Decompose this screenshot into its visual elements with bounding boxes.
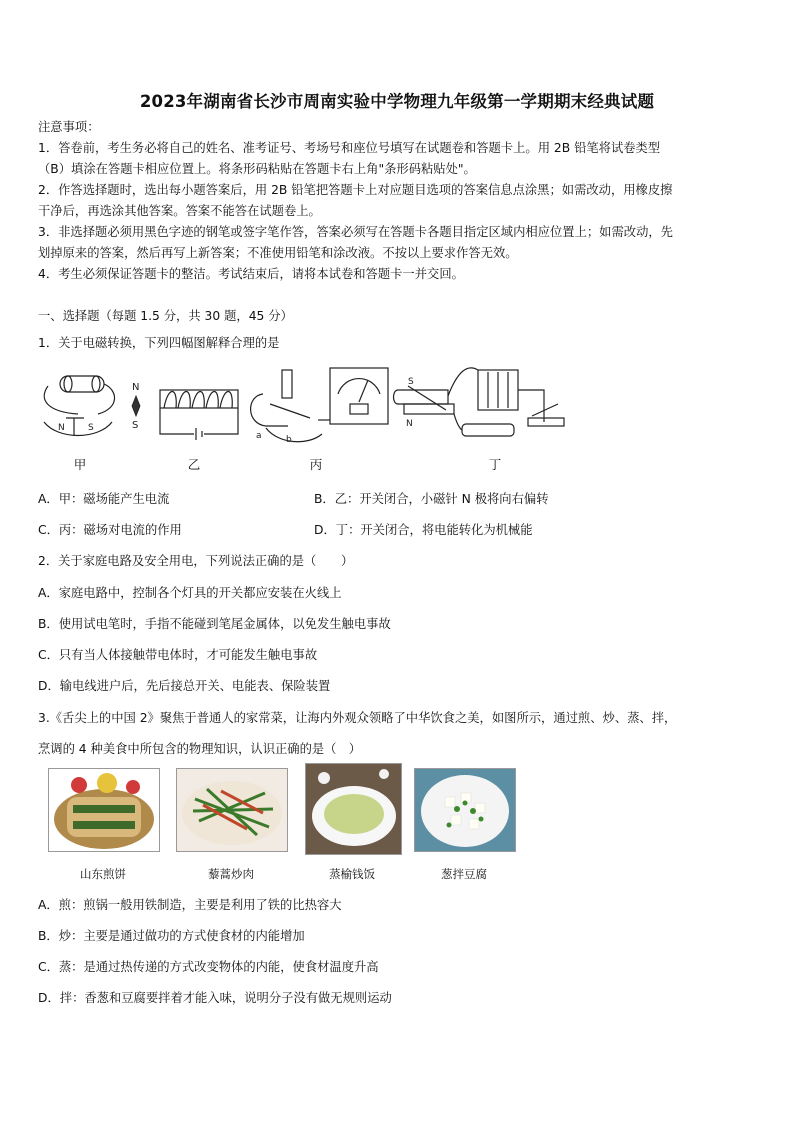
q2-option-d: D．输电线进户后，先后接总开关、电能表、保险装置 [38, 679, 331, 693]
figure-mark: N [58, 423, 65, 433]
q1-option-c: C．丙：磁场对电流的作用 [38, 523, 182, 537]
notice-line: 4．考生必须保证答题卡的整洁。考试结束后，请将本试卷和答题卡一并交回。 [38, 267, 464, 281]
figure-mark: b [286, 435, 292, 445]
notice-line: 干净后，再选涂其他答案。答案不能答在试题卷上。 [38, 204, 321, 218]
figure-label-bing: 丙 [309, 457, 323, 472]
q2-option-c: C．只有当人体接触带电体时，才可能发生触电事故 [38, 648, 318, 662]
question-2-stem: 2．关于家庭电路及安全用电，下列说法正确的是（ ） [38, 554, 354, 568]
figure-jia-generator [44, 376, 115, 436]
figure-mark: a [256, 431, 262, 441]
food-caption: 藜蒿炒肉 [208, 867, 254, 881]
figure-mark: S [132, 420, 139, 431]
food-photo-steamed-rice [305, 763, 402, 855]
figure-yi-solenoid [160, 390, 238, 440]
notice-line: 2．作答选择题时，选出每小题答案后，用 2B 铅笔把答题卡上对应题目选项的答案信息点涂黑；如需改动，用橡皮擦 [38, 183, 673, 197]
food-photo-tofu [414, 768, 516, 852]
q2-option-b: B．使用试电笔时，手指不能碰到笔尾金属体，以免发生触电事故 [38, 617, 391, 631]
figure-mark: N [406, 419, 413, 429]
question-3-stem-cont: 烹调的 4 种美食中所包含的物理知识，认识正确的是（ ） [38, 742, 362, 756]
food-caption: 葱拌豆腐 [441, 867, 487, 881]
q3-option-a: A．煎：煎锅一般用铁制造，主要是利用了铁的比热容大 [38, 898, 342, 912]
notice-line: 3．非选择题必须用黑色字迹的钢笔或签字笔作答，答案必须写在答题卡各题目指定区域内相应位置上；如需改动，先 [38, 225, 673, 239]
q1-figure [38, 360, 578, 450]
q3-option-b: B．炒：主要是通过做功的方式使食材的内能增加 [38, 929, 305, 943]
page-title: 2023年湖南省长沙市周南实验中学物理九年级第一学期期末经典试题 [139, 92, 655, 111]
notice-line: （B）填涂在答题卡相应位置上。将条形码粘贴在答题卡右上角"条形码粘贴处"。 [38, 162, 476, 176]
q3-option-c: C．蒸：是通过热传递的方式改变物体的内能，使食材温度升高 [38, 960, 379, 974]
figure-mark: N [132, 382, 140, 393]
figure-label-yi: 乙 [187, 457, 201, 472]
section-heading: 一、选择题（每题 1.5 分，共 30 题，45 分） [38, 309, 293, 323]
notice-heading: 注意事项： [38, 120, 100, 134]
q2-option-a: A．家庭电路中，控制各个灯具的开关都应安装在火线上 [38, 586, 342, 600]
food-photo-stirfry [176, 768, 288, 852]
figure-mark: S [88, 423, 94, 433]
q1-option-d: D．丁：开关闭合，将电能转化为机械能 [314, 523, 533, 537]
food-photo-jianbing [48, 768, 160, 852]
q1-option-b: B．乙：开关闭合，小磁针 N 极将向右偏转 [314, 492, 549, 506]
notice-line: 划掉原来的答案，然后再写上新答案；不准使用铅笔和涂改液。不按以上要求作答无效。 [38, 246, 518, 260]
food-caption: 山东煎饼 [80, 867, 126, 881]
figure-mark: S [408, 377, 414, 387]
figure-label-ding: 丁 [488, 457, 502, 472]
figure-bing-meter [251, 368, 388, 442]
figure-label-jia: 甲 [73, 457, 87, 472]
compass-needle [132, 396, 140, 416]
question-1-stem: 1．关于电磁转换，下列四幅图解释合理的是 [38, 336, 280, 350]
food-caption: 蒸榆钱饭 [329, 867, 375, 881]
notice-line: 1．答卷前，考生务必将自己的姓名、准考证号、考场号和座位号填写在试题卷和答题卡上。用 2B 铅笔将试卷类型 [38, 141, 661, 155]
q3-option-d: D．拌：香葱和豆腐要拌着才能入味，说明分子没有做无规则运动 [38, 991, 392, 1005]
figure-ding-motor [394, 368, 565, 436]
question-3-stem: 3.《舌尖上的中国 2》聚焦于普通人的家常菜，让海内外观众领略了中华饮食之美，如图所示，通过煎、炒、蒸、拌， [38, 711, 677, 725]
q1-option-a: A．甲：磁场能产生电流 [38, 492, 170, 506]
